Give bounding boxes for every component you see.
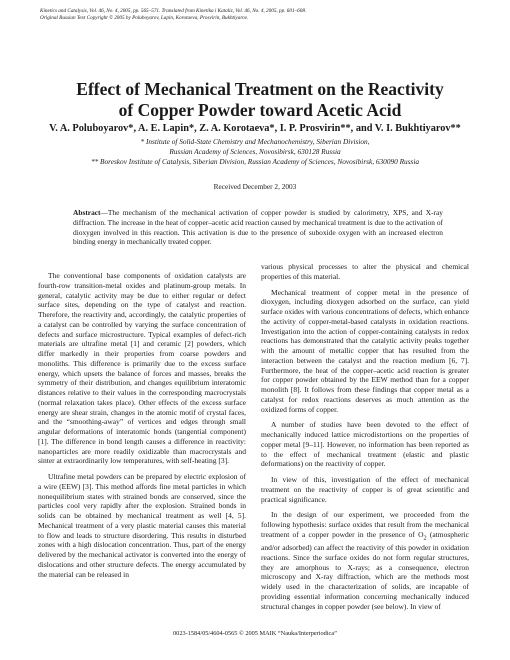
affiliation-1b: Russian Academy of Sciences, Novosibirsk, 630128 Russia (169, 147, 341, 156)
title-line-2: of Copper Powder toward Acetic Acid (118, 100, 402, 120)
left-column (38, 271, 246, 585)
abstract-label: Abstract (73, 208, 101, 217)
abstract (73, 208, 443, 247)
title-line-1: Effect of Mechanical Treatment on the Reactivity (76, 79, 444, 99)
body-paragraph: Mechanical treatment of copper metal in the presence of dioxygen, including dioxygen adsorbed on the surface, can yield surface oxides with various concentrations of defects, which enhance the activity of copper-metal-based catalysts in oxidation reactions. Investigation into the action of copper-containing catalysts in redox reactions has demonstrated that the catalytic activity peaks together with the amount of metallic copper that has resulted from the interaction between the catalyst and the reaction medium [6, 7]. Furthermore, the heat of the copper–acetic acid reaction is greater for copper powder obtained by the EEW method than for a copper monolith [8]. It follows from these findings that copper metal as a catalyst for redox reactions deserves as much attention as the oxidized forms of copper. (261, 287, 469, 414)
page-footer: 0023-1584/05/4604-0565 © 2005 MAIK “Nauka/Interperiodica” (173, 630, 337, 637)
body-paragraph: The conventional base components of oxidation catalysts are fourth-row transition-metal oxides and platinum-group metals. In general, catalytic activity may be due to either regular or defect surface sites, depending on the type of catalyst and reaction. Therefore, the reactivity and, accordingly, the catalytic properties of a catalyst can be controlled by varying the surface concentration of defects and surface microstructure. Typical examples of defect-rich materials are ultrafine metal [1] and ceramic [2] powders, which differ markedly in their properties from coarse powders and monoliths. This difference is primarily due to the excess surface energy, which upsets the balance of forces and masses, breaks the symmetry of their distribution, and changes equilibrium interatomic distances relative to their values in the corresponding macrocrystals (normal relaxation takes place). Other effects of the excess surface energy are shear strain, changes in the atomic motif of crystal faces, and the “smoothing-away” of vertices and edges through small angular deformations of interatomic bonds (tangential component) [1]. The difference in bond length causes a difference in reactivity: nanoparticles are more readily oxidizable than macrocrystals and sinter at extraordinarily low temperatures, with self-heating [3]. (38, 271, 246, 466)
body-paragraph: various physical processes to alter the physical and chemical properties of this material. (261, 262, 469, 281)
paragraph-text: (atmospheric and/or adsorbed) can affect the reactivity of this powder in oxidation reactions. Since the surface oxides do not form regular structures, they are amorphous to X-rays; as a consequence, electron microscopy and X-ray diffraction, which are the methods most widely used in the characterization of solids, are incapable of providing essential information concerning mechanically induced structural changes in copper powder (see below). In view of (261, 529, 469, 611)
journal-header (40, 8, 480, 22)
affiliations (0, 137, 510, 167)
journal-citation: Kinetics and Catalysis, Vol. 46, No. 4, 2005, pp. 565–571. Translated from Kinetika i Kataliz, Vol. 46, No. 4, 2005, pp. 601–608. (40, 8, 307, 14)
right-column (261, 262, 469, 617)
body-paragraph (261, 510, 469, 611)
author-list: V. A. Poluboyarov*, A. E. Lapin*, Z. A. Korotaeva*, I. P. Prosvirin**, and V. I. Bukhtiyarov** (49, 123, 461, 134)
body-paragraph: A number of studies have been devoted to the effect of mechanically induced lattice microdistortions on the properties of copper metal [9–11]. However, no information has been reported as to the effect of mechanical treatment (elastic and plastic deformations) on the reactivity of copper. (261, 420, 469, 469)
paper-title (40, 79, 480, 121)
received-date: Received December 2, 2003 (213, 182, 297, 191)
paragraph-text: In the design of our experiment, we proceeded from the following hypothesis: surface oxides that result from the mechanical treatment of a copper powder in the presence of O (261, 510, 469, 539)
subscript: 2 (423, 534, 427, 542)
body-paragraph: In view of this, investigation of the effect of mechanical treatment on the reactivity of copper is of great scientific and practical significance. (261, 475, 469, 504)
body-paragraph: Ultrafine metal powders can be prepared by electric explosion of a wire (EEW) [3]. This method affords fine metal particles in which nonequilibrium states with strained bonds are conserved, since the particles cool very rapidly after the explosion. Strained bonds in solids can be obtained by mechanical treatment as well [4, 5]. Mechanical treatment of a very plastic material causes this material to flow and leads to structure disordering. This results in disturbed zones with a high dislocation concentration. Thus, part of the energy delivered by the mechanical activator is converted into the energy of dislocations and other structure defects. The energy accumulated by the material can be released in (38, 472, 246, 579)
affiliation-1a: * Institute of Solid-State Chemistry and Mechanochemistry, Siberian Division, (140, 137, 370, 146)
affiliation-2: ** Boreskov Institute of Catalysis, Siberian Division, Russian Academy of Sciences, Novosibirsk, 630090 Russia (90, 157, 420, 166)
copyright-line: Original Russian Text Copyright © 2005 by Poluboyarov, Lapin, Korotaeva, Prosvirin, Bukhtiyarov. (40, 15, 248, 21)
abstract-text: —The mechanism of the mechanical activation of copper powder is studied by calorimetry, XPS, and X-ray diffraction. The increase in the heat of copper–acetic acid reaction caused by mechanical treatment is due to the activation of dioxygen involved in this reaction. This activation is due to the presence of suboxide oxygen with an increased electron binding energy in mechanically treated copper. (73, 208, 443, 247)
